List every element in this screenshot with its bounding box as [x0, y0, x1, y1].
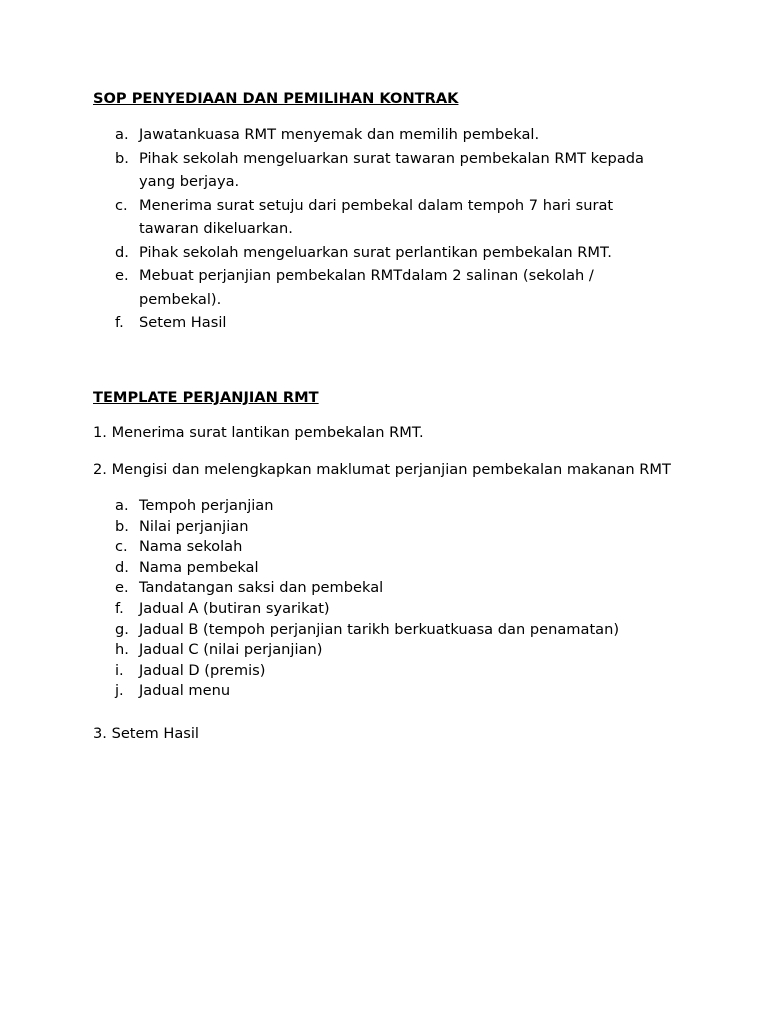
list-item-text: Pihak sekolah mengeluarkan surat tawaran pembekalan RMT kepada yang berjaya.: [139, 149, 644, 190]
step-1: 1. Menerima surat lantikan pembekalan RMT.: [93, 424, 424, 441]
list-item: [0, 578, 659, 599]
list-marker: b.: [115, 517, 129, 535]
list-item: [0, 537, 659, 558]
step-3: 3. Setem Hasil: [93, 725, 199, 742]
sop-list: [0, 123, 659, 335]
list-marker: c.: [115, 196, 128, 214]
list-marker: g.: [115, 620, 129, 638]
list-item-text: Tempoh perjanjian: [139, 497, 274, 514]
list-marker: a.: [115, 497, 129, 514]
list-item-text: Nilai perjanjian: [139, 517, 249, 535]
list-marker: j.: [115, 682, 124, 700]
list-item: [0, 194, 619, 241]
list-marker: c.: [115, 538, 128, 556]
list-marker: e.: [115, 579, 129, 597]
list-item: [0, 496, 659, 517]
list-marker: d.: [115, 558, 129, 576]
list-item: [0, 681, 659, 702]
list-item-text: Tandatangan saksi dan pembekal: [139, 579, 384, 597]
list-marker: h.: [115, 641, 129, 659]
list-item-text: Nama sekolah: [139, 538, 243, 556]
template-list: [0, 496, 659, 702]
list-item: [0, 558, 659, 579]
list-item-text: Pihak sekolah mengeluarkan surat perlantikan pembekalan RMT.: [139, 243, 612, 261]
list-marker: f.: [115, 314, 124, 331]
list-marker: b.: [115, 149, 129, 167]
list-item: [0, 661, 659, 682]
list-item-text: Setem Hasil: [139, 314, 227, 331]
list-marker: f.: [115, 599, 124, 617]
list-item-text: Nama pembekal: [139, 558, 259, 576]
list-marker: d.: [115, 243, 129, 261]
list-item-text: Jadual D (premis): [139, 661, 266, 679]
list-item: [0, 311, 659, 335]
sop-heading: SOP PENYEDIAAN DAN PEMILIHAN KONTRAK: [93, 90, 459, 107]
list-item-text: Jawatankuasa RMT menyemak dan memilih pembekal.: [139, 126, 540, 143]
list-item: [0, 123, 659, 147]
list-item: [0, 264, 609, 311]
list-item: [0, 241, 659, 265]
list-marker: e.: [115, 267, 129, 284]
list-item: [0, 599, 659, 620]
list-item-text: Jadual C (nilai perjanjian): [139, 641, 323, 659]
list-marker: a.: [115, 126, 129, 143]
list-item: [0, 620, 659, 641]
list-item-text: Mebuat perjanjian pembekalan RMTdalam 2 salinan (sekolah / pembekal).: [139, 267, 594, 308]
list-item-text: Jadual B (tempoh perjanjian tarikh berkuatkuasa dan penamatan): [139, 620, 620, 638]
list-item-text: Menerima surat setuju dari pembekal dalam tempoh 7 hari surat tawaran dikeluarkan.: [139, 196, 614, 237]
step-2: 2. Mengisi dan melengkapkan maklumat perjanjian pembekalan makanan RMT: [93, 461, 671, 478]
list-item: [0, 517, 659, 538]
list-item-text: Jadual menu: [139, 682, 231, 700]
template-heading: TEMPLATE PERJANJIAN RMT: [93, 389, 319, 406]
list-marker: i.: [115, 661, 124, 679]
list-item: [0, 147, 649, 194]
list-item-text: Jadual A (butiran syarikat): [139, 599, 330, 617]
list-item: [0, 640, 659, 661]
